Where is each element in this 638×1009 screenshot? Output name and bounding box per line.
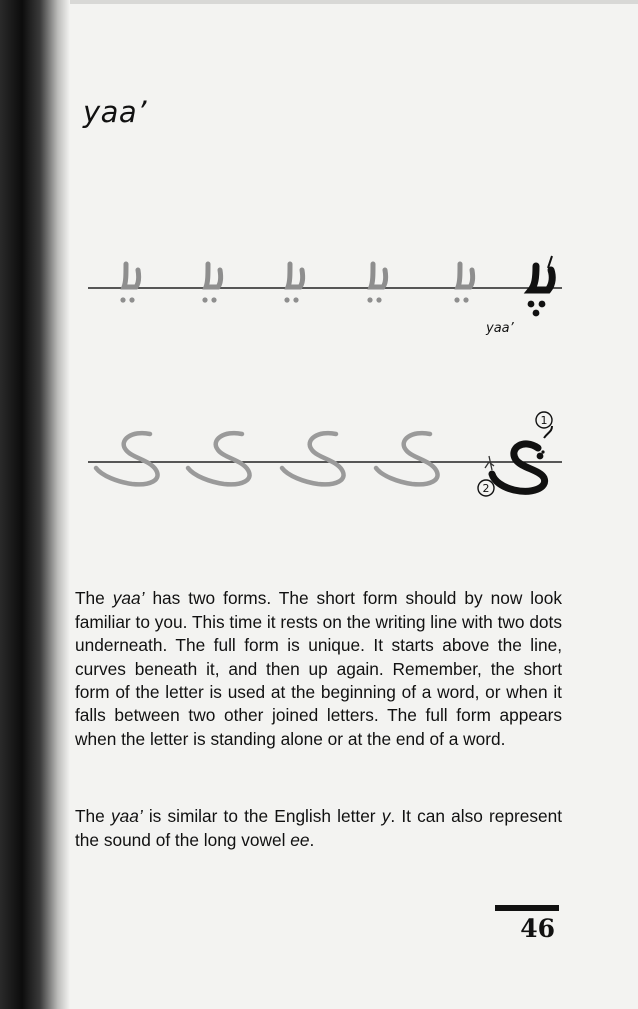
svg-text:1: 1 — [540, 414, 548, 427]
text-run: has two forms. The short form should by now look familiar to you. This time it rests on the writing line with two dots underneath. The full form is unique. It starts above the line, curves beneath it, and then up again. Remember, the short form of the letter is used at the beginning of a word, or when it falls between two other joined letters. The full form appears when the letter is standing alone or at the end of a word. — [75, 588, 562, 749]
full-form-traced-2 — [188, 433, 250, 484]
page-number-rule — [495, 905, 559, 911]
text-run: . It can also represent the sound of the long vowel — [75, 806, 562, 850]
full-form-traced-3 — [282, 433, 344, 484]
svg-text:2: 2 — [482, 482, 490, 495]
explanation-paragraph-1 — [75, 587, 562, 751]
full-form-traced-4 — [376, 433, 438, 484]
italic-term: yaa’ — [110, 806, 143, 827]
text-run: The — [75, 588, 113, 609]
explanation-paragraph-2 — [75, 805, 562, 852]
italic-term: yaa’ — [112, 588, 145, 609]
italic-term: ee — [290, 829, 310, 850]
text-run: is similar to the English letter — [142, 806, 382, 827]
letter-title: yaa’ — [83, 95, 147, 129]
full-form-traced-1 — [96, 433, 158, 484]
text-run: . — [309, 829, 315, 850]
stroke-order-marker-1 — [536, 412, 552, 428]
full-form-model — [485, 426, 552, 491]
stroke-order-marker-2 — [478, 480, 494, 496]
page-number: 46 — [520, 914, 555, 943]
text-run: The — [75, 806, 111, 827]
italic-term: y — [381, 806, 391, 827]
strip-label: yaa’ — [486, 321, 514, 336]
